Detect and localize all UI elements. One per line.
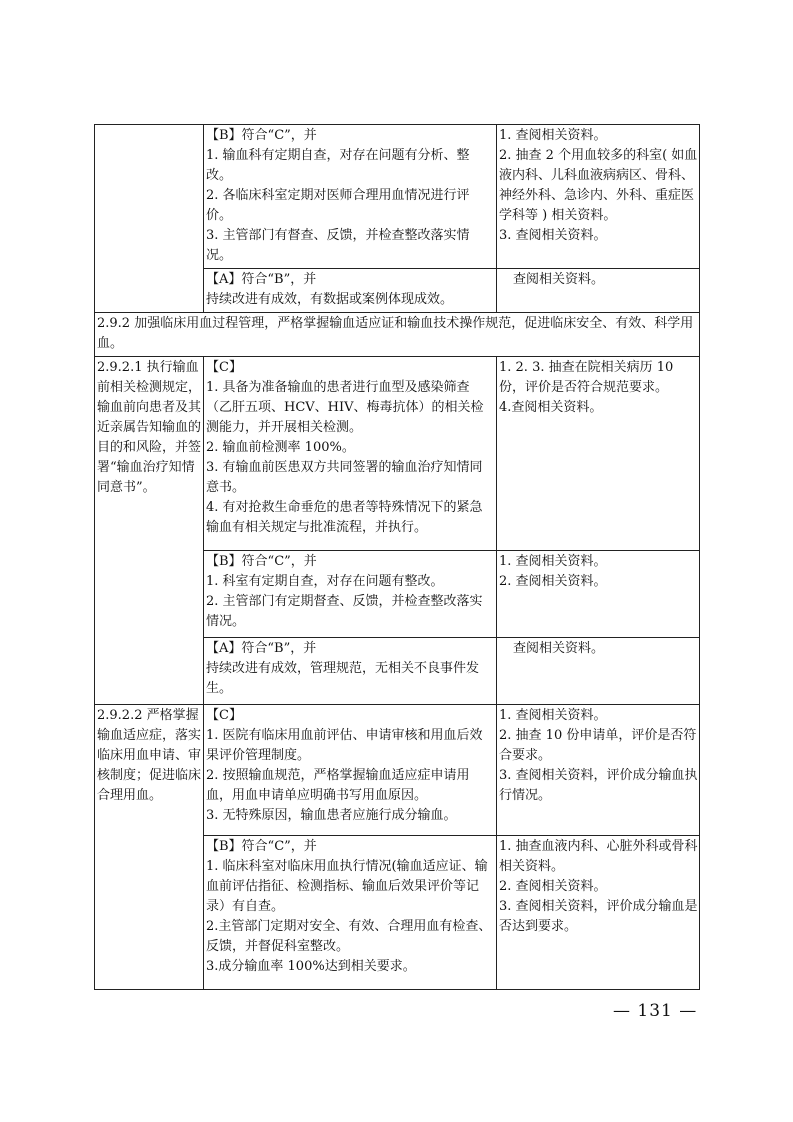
criteria-line: 3. 无特殊原因，输血患者应施行成分输血。 [206, 808, 457, 823]
item-title-cell: 2.9.2.2 严格掌握输血适应症，落实临床用血申请、审核制度；促进临床合理用血。 [95, 705, 204, 990]
criteria-line: 持续改进有成效，管理规范，无相关不良事件发生。 [206, 661, 480, 696]
criteria-line: 持续改进有成效，有数据或案例体现成效。 [206, 292, 454, 307]
criteria-cell-b [204, 551, 497, 638]
criteria-line: 1. 具备为准备输血的患者进行血型及感染筛查（乙肝五项、HCV、HIV、梅毒抗体）的相关检测能力，并开展相关检测。 [206, 380, 484, 435]
table-row [95, 125, 700, 269]
method-cell-b [497, 836, 700, 990]
method-line: 1. 查阅相关资料。 [499, 128, 607, 143]
method-line: 1. 抽查血液内科、心脏外科或骨科相关资料。 [499, 839, 698, 874]
criteria-line: 【B】符合“C”，并 [206, 554, 317, 569]
criteria-line: 1. 医院有临床用血前评估、申请审核和用血后效果评价管理制度。 [206, 728, 483, 763]
item-title-cell-empty [95, 125, 204, 313]
table-row [95, 705, 700, 836]
method-cell-c [497, 705, 700, 836]
method-line: 2. 抽查 10 份申请单，评价是否符合要求。 [499, 728, 697, 763]
criteria-cell-a [204, 269, 497, 313]
method-line: 3. 查阅相关资料。 [499, 228, 607, 243]
method-line: 查阅相关资料。 [513, 641, 605, 656]
criteria-cell-b [204, 125, 497, 269]
criteria-line: 【B】符合“C”，并 [206, 839, 317, 854]
standards-table [94, 124, 700, 990]
method-cell-a [497, 638, 700, 705]
criteria-line: 【B】符合“C”，并 [206, 128, 317, 143]
method-line: 查阅相关资料。 [513, 272, 605, 287]
criteria-line: 1. 科室有定期自查，对存在问题有整改。 [206, 574, 444, 589]
criteria-line: 3.成分输血率 100%达到相关要求。 [206, 959, 416, 974]
criteria-line: 1. 输血科有定期自查，对存在问题有分析、整改。 [206, 148, 470, 183]
criteria-cell-a [204, 638, 497, 705]
criteria-line: 2. 按照输血规范，严格掌握输血适应症申请用血，用血申请单应明确书写用血原因。 [206, 768, 470, 803]
item-title-cell: 2.9.2.1 执行输血前相关检测规定，输血前向患者及其近亲属告知输血的目的和风险，并签署“输血治疗知情同意书”。 [95, 357, 204, 705]
criteria-line: 【C】 [206, 360, 242, 375]
criteria-line: 【C】 [206, 708, 242, 723]
criteria-line: 4. 有对抢救生命垂危的患者等特殊情况下的紧急输血有相关规定与批准流程，并执行。 [206, 500, 483, 535]
criteria-line: 【A】符合“B”，并 [206, 641, 317, 656]
method-cell-a [497, 269, 700, 313]
criteria-line: 3. 主管部门有督查、反馈，并检查整改落实情况。 [206, 228, 470, 263]
method-line: 3. 查阅相关资料，评价成分输血执行情况。 [499, 768, 698, 803]
criteria-line: 2. 输血前检测率 100%。 [206, 440, 355, 455]
section-row [95, 313, 700, 357]
page-number: — 131 — [613, 1001, 698, 1021]
criteria-line: 2.主管部门定期对安全、有效、合理用血有检查、反馈，并督促科室整改。 [206, 919, 492, 954]
method-line: 4.查阅相关资料。 [499, 400, 603, 415]
criteria-line: 2. 主管部门有定期督查、反馈，并检查整改落实情况。 [206, 594, 483, 629]
method-line: 2. 抽查 2 个用血较多的科室( 如血液内科、儿科血液病病区、骨科、神经外科、急诊内、外科、重症医学科等 ) 相关资料。 [499, 148, 698, 223]
criteria-line: 【A】符合“B”，并 [206, 272, 317, 287]
criteria-cell-c [204, 705, 497, 836]
criteria-line: 1. 临床科室对临床用血执行情况(输血适应证、输血前评估指征、检测指标、输血后效果评价等记录）有自查。 [206, 859, 488, 914]
table-row [95, 357, 700, 551]
method-line: 1. 2. 3. 抽查在院相关病历 10份，评价是否符合规范要求。 [499, 360, 674, 395]
method-line: 1. 查阅相关资料。 [499, 708, 607, 723]
method-cell-b [497, 551, 700, 638]
criteria-line: 2. 各临床科室定期对医师合理用血情况进行评价。 [206, 188, 470, 223]
criteria-cell-b [204, 836, 497, 990]
method-line: 2. 查阅相关资料。 [499, 879, 607, 894]
method-cell-c [497, 357, 700, 551]
criteria-cell-c [204, 357, 497, 551]
method-cell-b [497, 125, 700, 269]
method-line: 3. 查阅相关资料，评价成分输血是否达到要求。 [499, 899, 698, 934]
method-line: 1. 查阅相关资料。 [499, 554, 607, 569]
criteria-line: 3. 有输血前医患双方共同签署的输血治疗知情同意书。 [206, 460, 483, 495]
method-line: 2. 查阅相关资料。 [499, 574, 607, 589]
section-heading: 2.9.2 加强临床用血过程管理，严格掌握输血适应证和输血技术操作规范，促进临床安全、有效、科学用血。 [95, 313, 700, 357]
